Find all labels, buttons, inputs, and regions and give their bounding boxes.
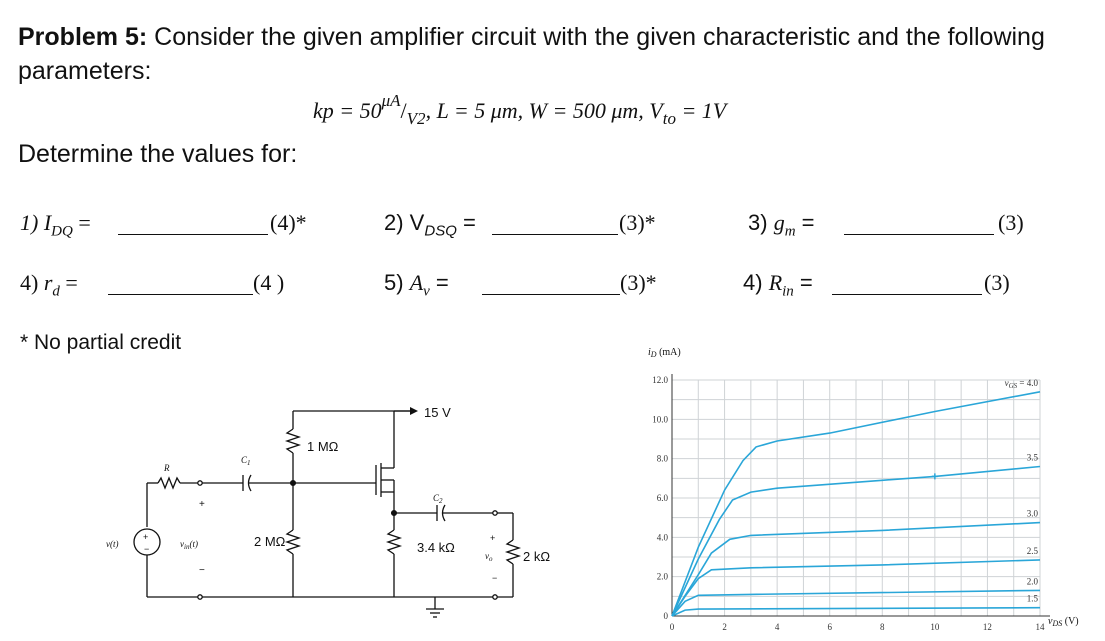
vto-subscript: to <box>662 109 676 128</box>
x-tick-label: 14 <box>1035 622 1045 632</box>
rl-label: 2 kΩ <box>523 549 551 564</box>
x-tick-label: 8 <box>880 622 885 632</box>
y-tick-label: 10.0 <box>652 414 668 425</box>
curve-label-2.0: 2.0 <box>1026 576 1038 587</box>
question-6: 4) $R_{in}$ = <box>743 270 813 300</box>
r1-label: 1 MΩ <box>307 439 339 454</box>
y-tick-label: 0 <box>663 611 668 621</box>
question-5: 5) $A_v$ = <box>384 270 449 300</box>
y-tick-label: 8.0 <box>656 453 668 464</box>
resistor-r <box>158 478 180 488</box>
points-2: (3)* <box>619 210 656 235</box>
source-plus: + <box>143 532 149 542</box>
kp-unit-numerator: μA <box>381 91 401 110</box>
curve-label-2.5: 2.5 <box>1026 545 1038 556</box>
resistor-rl <box>507 540 519 564</box>
vin-minus: − <box>199 565 205 576</box>
y-tick-label: 6.0 <box>656 493 668 503</box>
c1-label: $C_1$ <box>241 455 251 467</box>
curve-label-3.0: 3.0 <box>1026 508 1038 519</box>
x-tick-label: 12 <box>982 622 992 632</box>
vo-plus: + <box>490 533 496 543</box>
source-minus: − <box>144 544 150 554</box>
question-4: 4) $r_d$ = <box>20 270 78 300</box>
y-tick-label: 12.0 <box>652 375 668 385</box>
kp-value: kp = 50 <box>313 98 382 123</box>
problem-label: Problem 5: <box>18 23 148 51</box>
x-axis-label: $v_{DS}$ (V) <box>1048 616 1079 628</box>
x-tick-label: 10 <box>930 622 940 632</box>
no-partial-credit-note: * No partial credit <box>20 331 182 354</box>
question-1: 1) $I_{DQ}$ = <box>20 210 91 240</box>
answer-blank-2[interactable] <box>492 218 618 235</box>
answer-blank-1[interactable] <box>118 218 268 235</box>
vto-value: = 1V <box>675 98 727 123</box>
lw-values: , L = 5 μm, W = 500 μm, V <box>425 98 663 123</box>
x-tick-label: 6 <box>827 622 832 632</box>
resistor-r1 <box>287 429 299 453</box>
points-1: (4)* <box>270 210 307 235</box>
chart-grid <box>672 374 1050 616</box>
r2-label: 2 MΩ <box>254 534 286 549</box>
rd-label: 3.4 kΩ <box>417 540 455 555</box>
vo-minus: − <box>492 573 498 583</box>
source-label: v(t) <box>106 539 119 549</box>
vin-plus: + <box>199 499 205 510</box>
answer-blank-5[interactable] <box>482 278 620 295</box>
determine-heading: Determine the values for: <box>18 140 298 168</box>
x-tick-label: 2 <box>722 622 727 632</box>
y-axis-label: $i_D$ (mA) <box>648 347 681 359</box>
curve-label-3.5: 3.5 <box>1026 452 1038 463</box>
x-tick-label: 4 <box>774 622 780 632</box>
y-tick-label: 4.0 <box>656 532 668 543</box>
answer-blank-4[interactable] <box>108 278 253 295</box>
r-label: R <box>164 463 170 473</box>
problem-text: Consider the given amplifier circuit with the given characteristic and the following parameters: <box>18 23 1045 85</box>
y-tick-label: 2.0 <box>656 571 668 582</box>
amplifier-circuit <box>100 395 560 630</box>
kp-unit-denominator: V2 <box>406 109 426 128</box>
points-5: (3)* <box>620 270 657 295</box>
question-3: 3) $g_m$ = <box>748 210 815 240</box>
vin-label: $v_{in}(t)$ <box>180 539 198 551</box>
answer-blank-3[interactable] <box>844 218 994 235</box>
vdd-label: 15 V <box>424 405 451 420</box>
points-3: (3) <box>998 210 1024 235</box>
curve-label-4.0: $v_{GS} = 4.0$ <box>1004 377 1038 390</box>
question-2: 2) $V_{DSQ}$ = <box>384 210 476 240</box>
points-6: (3) <box>984 270 1010 295</box>
id-vds-characteristic-chart <box>640 340 1102 638</box>
problem-statement <box>18 20 1078 88</box>
x-tick-label: 0 <box>669 622 675 632</box>
points-4: (4 ) <box>253 270 285 295</box>
answer-blank-6[interactable] <box>832 278 982 295</box>
vo-label: $v_o$ <box>485 551 493 563</box>
resistor-rd <box>388 530 400 554</box>
parameters-line: kp = $50^{\mu A}/_{V2}$, L = 5 μm, W = 500 μm, $V_{to} = 1V$ <box>313 91 727 128</box>
c2-label: $C_2$ <box>433 493 443 505</box>
curve-label-1.5: 1.5 <box>1026 593 1038 604</box>
resistor-r2 <box>287 530 299 554</box>
